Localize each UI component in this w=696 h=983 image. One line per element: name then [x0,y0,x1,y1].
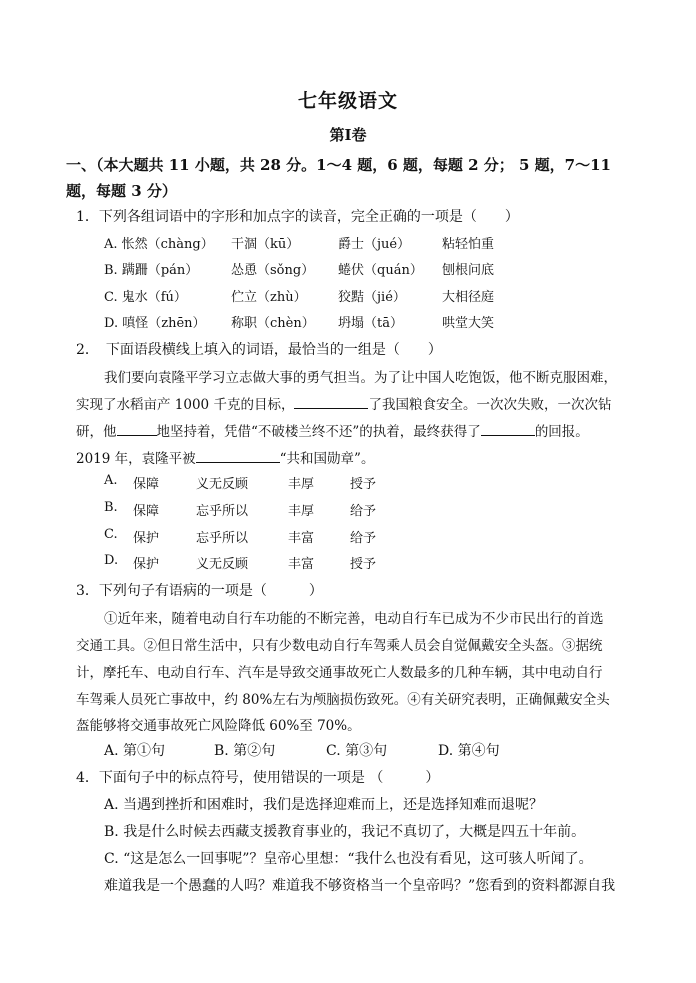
q1-stem: 1．下列各组词语中的字形和加点字的读音，完全正确的一项是（ ） [76,209,519,225]
q2-d-4: 授予 [350,557,377,572]
q3-option-d: D. 第④句 [438,743,500,759]
section-heading: 一、（本大题共 11 小题，共 28 分。1～4 题，6 题，每题 2 分； 5 题，7～11 [66,156,611,174]
q2-passage-4b: “共和国勋章”。 [279,451,375,467]
q1-b-3: 蜷伏（quán） [338,263,423,278]
q4-option-a: A. 当遇到挫折和困难时，我们是选择迎难而上，还是选择知难而退呢？ [104,797,544,813]
answer-blank-2 [117,421,157,436]
q2-passage-2a: 实现了水稻亩产 1000 千克的目标， [76,397,295,413]
q2-passage-3a: 研，他 [76,424,117,440]
q1-d-2: 称职（chèn） [231,316,315,331]
q2-c-label: C. [104,527,118,542]
q2-b-label: B. [104,500,118,515]
answer-blank-1 [294,394,368,409]
q2-c-2: 忘乎所以 [196,531,249,546]
q3-passage-line4: 车驾乘人员死亡事故中，约 80%左右为颅脑损伤致死。④有关研究表明，正确佩戴安全头 [76,692,610,708]
q2-b-3: 丰厚 [288,504,315,519]
q4-stem: 4．下面句子中的标点符号，使用错误的一项是 （ ） [76,770,440,786]
q1-a-2: 干涸（kū） [231,237,300,252]
q1-d-1: D. 嗔怪（zhēn） [104,316,206,331]
q2-d-label: D. [104,553,119,568]
q1-b-1: B. 蹒跚（pán） [104,263,199,278]
q2-a-1: 保障 [133,477,160,492]
q2-a-2: 义无反顾 [196,477,249,492]
q2-d-3: 丰富 [288,557,315,572]
q2-passage-2b: 了我国粮食安全。一次次失败，一次次钻 [368,397,612,413]
q4-option-c: C. “这是怎么一回事呢”？皇帝心里想：“我什么也没有看见，这可骇人听闻了。 [104,851,593,867]
q4-option-c-cont: 难道我是一个愚蠢的人吗？难道我不够资格当一个皇帝吗？”您看到的资料都源自我 [104,878,616,894]
q1-a-4: 粘轻怕重 [442,237,495,252]
q2-c-1: 保护 [133,531,160,546]
q2-c-3: 丰富 [288,531,315,546]
section-heading-cont: 题，每题 3 分） [66,182,177,200]
q1-a-1: A. 怅然（chàng） [104,237,214,252]
q1-c-1: C. 鬼水（fú） [104,290,187,305]
q3-passage-line1: ①近年来，随着电动自行车功能的不断完善，电动自行车已成为不少市民出行的首选 [104,611,604,627]
q2-d-2: 义无反顾 [196,557,249,572]
q1-d-4: 哄堂大笑 [442,316,495,331]
q2-passage-3c: 的回报。 [534,424,589,440]
q1-b-4: 刨根问底 [442,263,495,278]
answer-blank-3 [481,421,535,436]
q2-b-1: 保障 [133,504,160,519]
q2-a-label: A. [104,473,118,488]
q2-passage-4a: 2019 年，袁隆平被 [76,451,196,467]
q2-b-4: 给予 [350,504,377,519]
q2-b-2: 忘乎所以 [196,504,249,519]
q2-a-3: 丰厚 [288,477,315,492]
page-title: 七年级语文 [297,90,398,112]
q2-d-1: 保护 [133,557,160,572]
q2-a-4: 授予 [350,477,377,492]
q4-option-b: B. 我是什么时候去西藏支援教育事业的，我记不真切了，大概是四五十年前。 [104,824,586,840]
volume-label: 第Ⅰ卷 [329,126,367,144]
q2-passage-line4 [76,447,374,467]
q3-passage-line3: 计，摩托车、电动自行车、汽车是导致交通事故死亡人数最多的几种车辆，其中电动自行 [76,665,603,681]
answer-blank-4 [196,448,280,463]
q3-option-a: A. 第①句 [104,743,166,759]
q2-passage-line1: 我们要向袁隆平学习立志做大事的勇气担当。为了让中国人吃饱饭，他不断克服困难， [104,370,617,386]
q3-passage-line5: 盔能够将交通事故死亡风险降低 60%至 70%。 [76,718,361,734]
q3-option-c: C. 第③句 [326,743,388,759]
q3-option-b: B. 第②句 [214,743,276,759]
q2-stem: 2． 下面语段横线上填入的词语，最恰当的一组是（ ） [76,342,442,358]
q2-passage-3b: 地坚持着，凭借“不破楼兰终不还”的执着，最终获得了 [156,424,481,440]
q1-d-3: 坍塌（tā） [338,316,403,331]
q1-c-4: 大相径庭 [442,290,495,305]
q2-c-4: 给予 [350,531,377,546]
q2-passage-line3 [76,420,589,440]
q1-b-2: 怂恿（sǒng） [231,263,315,278]
q2-passage-line2 [76,393,611,413]
q3-passage-line2: 交通工具。②但日常生活中，只有少数电动自行车驾乘人员会自觉佩戴安全头盔。③据统 [76,638,603,654]
q3-stem: 3．下列句子有语病的一项是（ ） [76,583,323,599]
q1-c-3: 狡黠（jié） [338,290,406,305]
q1-c-2: 伫立（zhù） [231,290,307,305]
q1-a-3: 爵士（jué） [338,237,411,252]
